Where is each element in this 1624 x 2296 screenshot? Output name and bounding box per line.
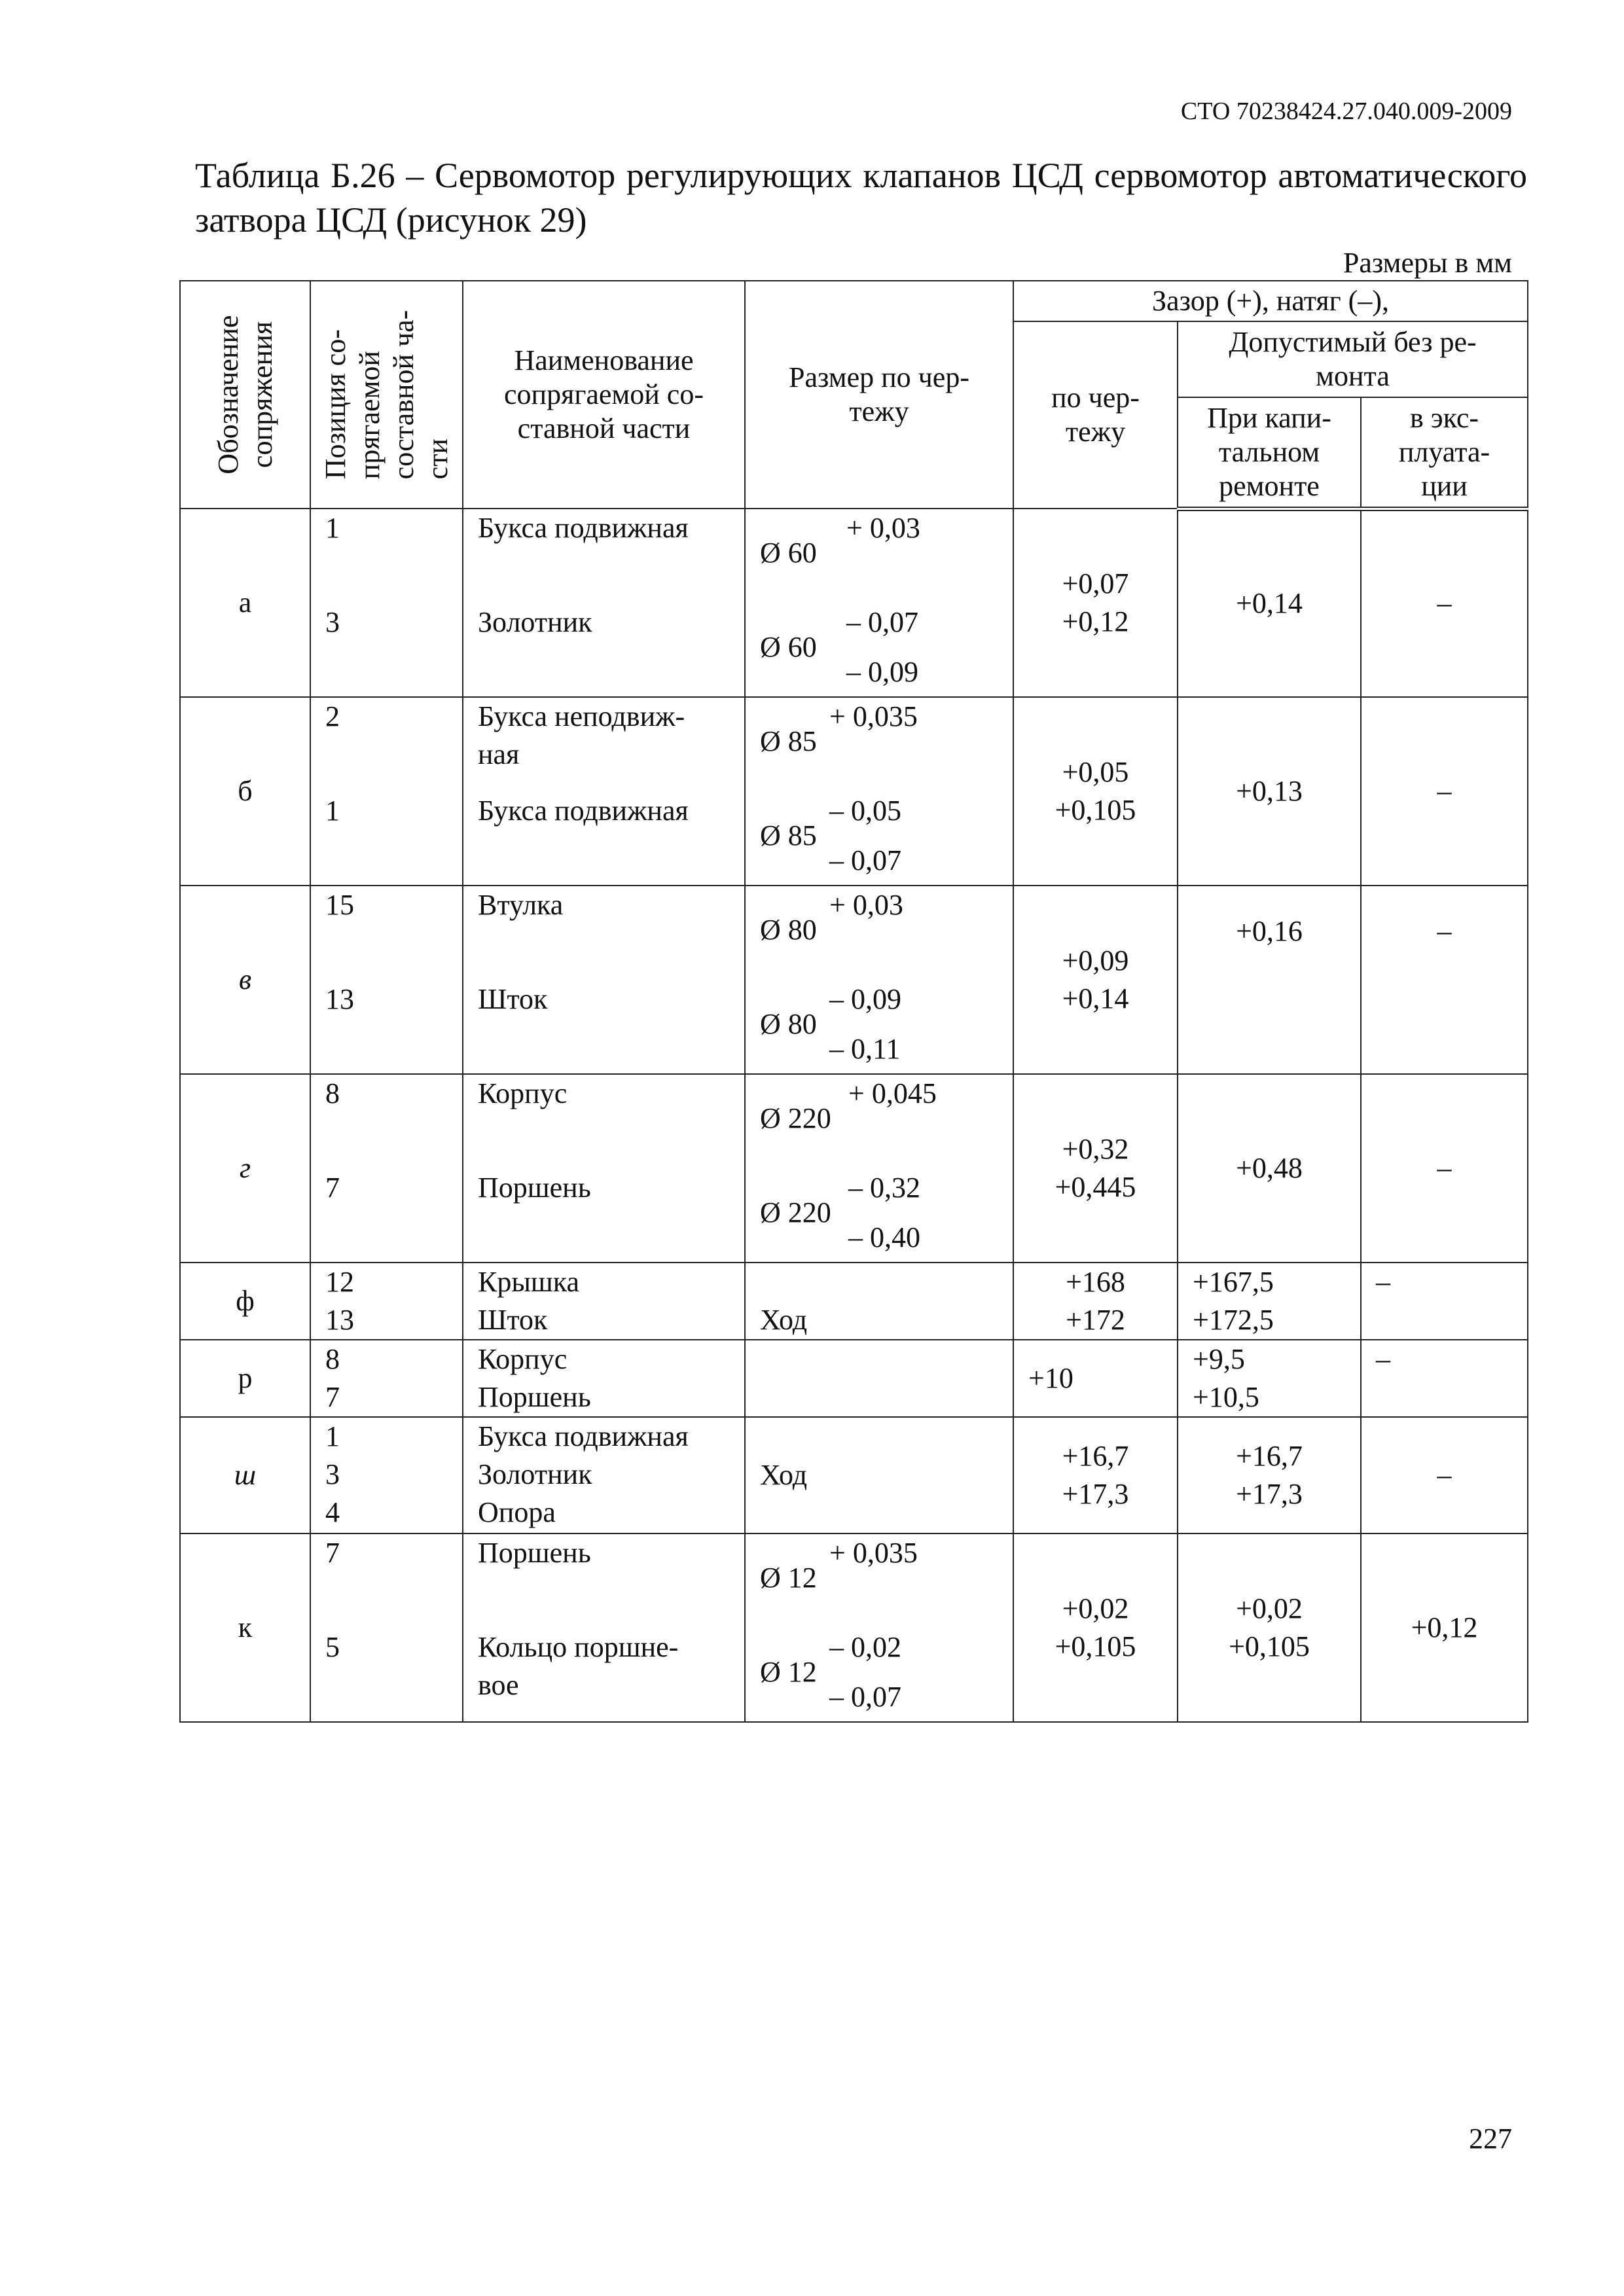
col-header-mate: Обозначение сопряжения	[180, 281, 310, 509]
col-header-drawing: по чер- тежу	[1013, 321, 1178, 509]
table-row	[180, 1340, 1528, 1417]
overhaul-gap-cell: +0,13	[1178, 697, 1361, 886]
position-cell: 8 7	[310, 1340, 463, 1417]
position-cell: 2 1	[310, 697, 463, 886]
name-cell: Крышка Шток	[463, 1263, 745, 1340]
name-cell: Втулка Шток	[463, 886, 745, 1074]
units-note: Размеры в мм	[1343, 247, 1512, 279]
overhaul-gap-cell: +16,7 +17,3	[1178, 1417, 1361, 1534]
position-cell: 15 13	[310, 886, 463, 1074]
name-cell: Букса подвижная Золотник	[463, 509, 745, 697]
position-cell: 1 3	[310, 509, 463, 697]
operation-gap-cell: –	[1361, 1340, 1528, 1417]
col-header-size: Размер по чер- тежу	[745, 281, 1013, 509]
size-cell: + 0,03 Ø 80 – 0,09 Ø 80 – 0,11	[745, 886, 1013, 1074]
drawing-gap-cell: +168 +172	[1013, 1263, 1178, 1340]
name-cell: Букса неподвиж- ная Букса подвижная	[463, 697, 745, 886]
table-row	[180, 1263, 1528, 1340]
overhaul-gap-cell: +0,48	[1178, 1074, 1361, 1263]
col-header-position: Позиция со- прягаемой составной ча- сти	[310, 281, 463, 509]
size-cell: Ход	[745, 1263, 1013, 1340]
col-header-operation: в экс- плуата- ции	[1361, 397, 1528, 509]
position-cell: 12 13	[310, 1263, 463, 1340]
page-number: 227	[1469, 2123, 1512, 2155]
name-cell: Букса подвижная Золотник Опора	[463, 1417, 745, 1534]
name-cell: Корпус Поршень	[463, 1074, 745, 1263]
table-row	[180, 1417, 1528, 1534]
table-caption: Таблица Б.26 – Сервомотор регулирующих клапанов ЦСД сервомотор автоматического затвора ЦСД (рисунок 29)	[195, 156, 1527, 240]
col-header-overhaul: При капи- тальном ремонте	[1178, 397, 1361, 509]
operation-gap-cell: –	[1361, 886, 1528, 1074]
mate-cell: ф	[180, 1263, 310, 1340]
size-cell	[745, 1340, 1013, 1417]
overhaul-gap-cell: +167,5 +172,5	[1178, 1263, 1361, 1340]
document-code: СТО 70238424.27.040.009-2009	[1180, 98, 1512, 125]
drawing-gap-cell: +16,7 +17,3	[1013, 1417, 1178, 1534]
table-row	[180, 509, 1528, 697]
table-row	[180, 1534, 1528, 1722]
operation-gap-cell: –	[1361, 1417, 1528, 1534]
table-row	[180, 886, 1528, 1074]
drawing-gap-cell: +0,09 +0,14	[1013, 886, 1178, 1074]
mate-cell: а	[180, 509, 310, 697]
mate-cell: б	[180, 697, 310, 886]
size-cell: Ход	[745, 1417, 1013, 1534]
name-cell: Корпус Поршень	[463, 1340, 745, 1417]
drawing-gap-cell: +0,32 +0,445	[1013, 1074, 1178, 1263]
mate-cell: в	[180, 886, 310, 1074]
operation-gap-cell: +0,12	[1361, 1534, 1528, 1722]
operation-gap-cell: –	[1361, 1074, 1528, 1263]
table-row	[180, 697, 1528, 886]
position-cell: 1 3 4	[310, 1417, 463, 1534]
overhaul-gap-cell: +0,14	[1178, 509, 1361, 697]
size-cell: + 0,035 Ø 85 – 0,05 Ø 85 – 0,07	[745, 697, 1013, 886]
drawing-gap-cell: +10	[1013, 1340, 1178, 1417]
overhaul-gap-cell: +0,02 +0,105	[1178, 1534, 1361, 1722]
col-header-name: Наименование сопрягаемой со- ставной части	[463, 281, 745, 509]
size-cell: + 0,035 Ø 12 – 0,02 Ø 12 – 0,07	[745, 1534, 1013, 1722]
drawing-gap-cell: +0,07 +0,12	[1013, 509, 1178, 697]
mate-cell: г	[180, 1074, 310, 1263]
drawing-gap-cell: +0,02 +0,105	[1013, 1534, 1178, 1722]
size-cell: + 0,045 Ø 220 – 0,32 Ø 220 – 0,40	[745, 1074, 1013, 1263]
operation-gap-cell: –	[1361, 1263, 1528, 1340]
col-header-allowed: Допустимый без ре- монта	[1178, 321, 1528, 397]
mate-cell: ш	[180, 1417, 310, 1534]
size-cell: + 0,03 Ø 60 – 0,07 Ø 60 – 0,09	[745, 509, 1013, 697]
overhaul-gap-cell: +0,16	[1178, 886, 1361, 1074]
operation-gap-cell: –	[1361, 509, 1528, 697]
name-cell: Поршень Кольцо поршне- вое	[463, 1534, 745, 1722]
table-row	[180, 1074, 1528, 1263]
mate-cell: р	[180, 1340, 310, 1417]
mating-table	[179, 280, 1528, 1723]
position-cell: 8 7	[310, 1074, 463, 1263]
operation-gap-cell: –	[1361, 697, 1528, 886]
drawing-gap-cell: +0,05 +0,105	[1013, 697, 1178, 886]
col-header-gap: Зазор (+), натяг (–),	[1013, 281, 1528, 321]
position-cell: 7 5	[310, 1534, 463, 1722]
overhaul-gap-cell: +9,5 +10,5	[1178, 1340, 1361, 1417]
mate-cell: к	[180, 1534, 310, 1722]
